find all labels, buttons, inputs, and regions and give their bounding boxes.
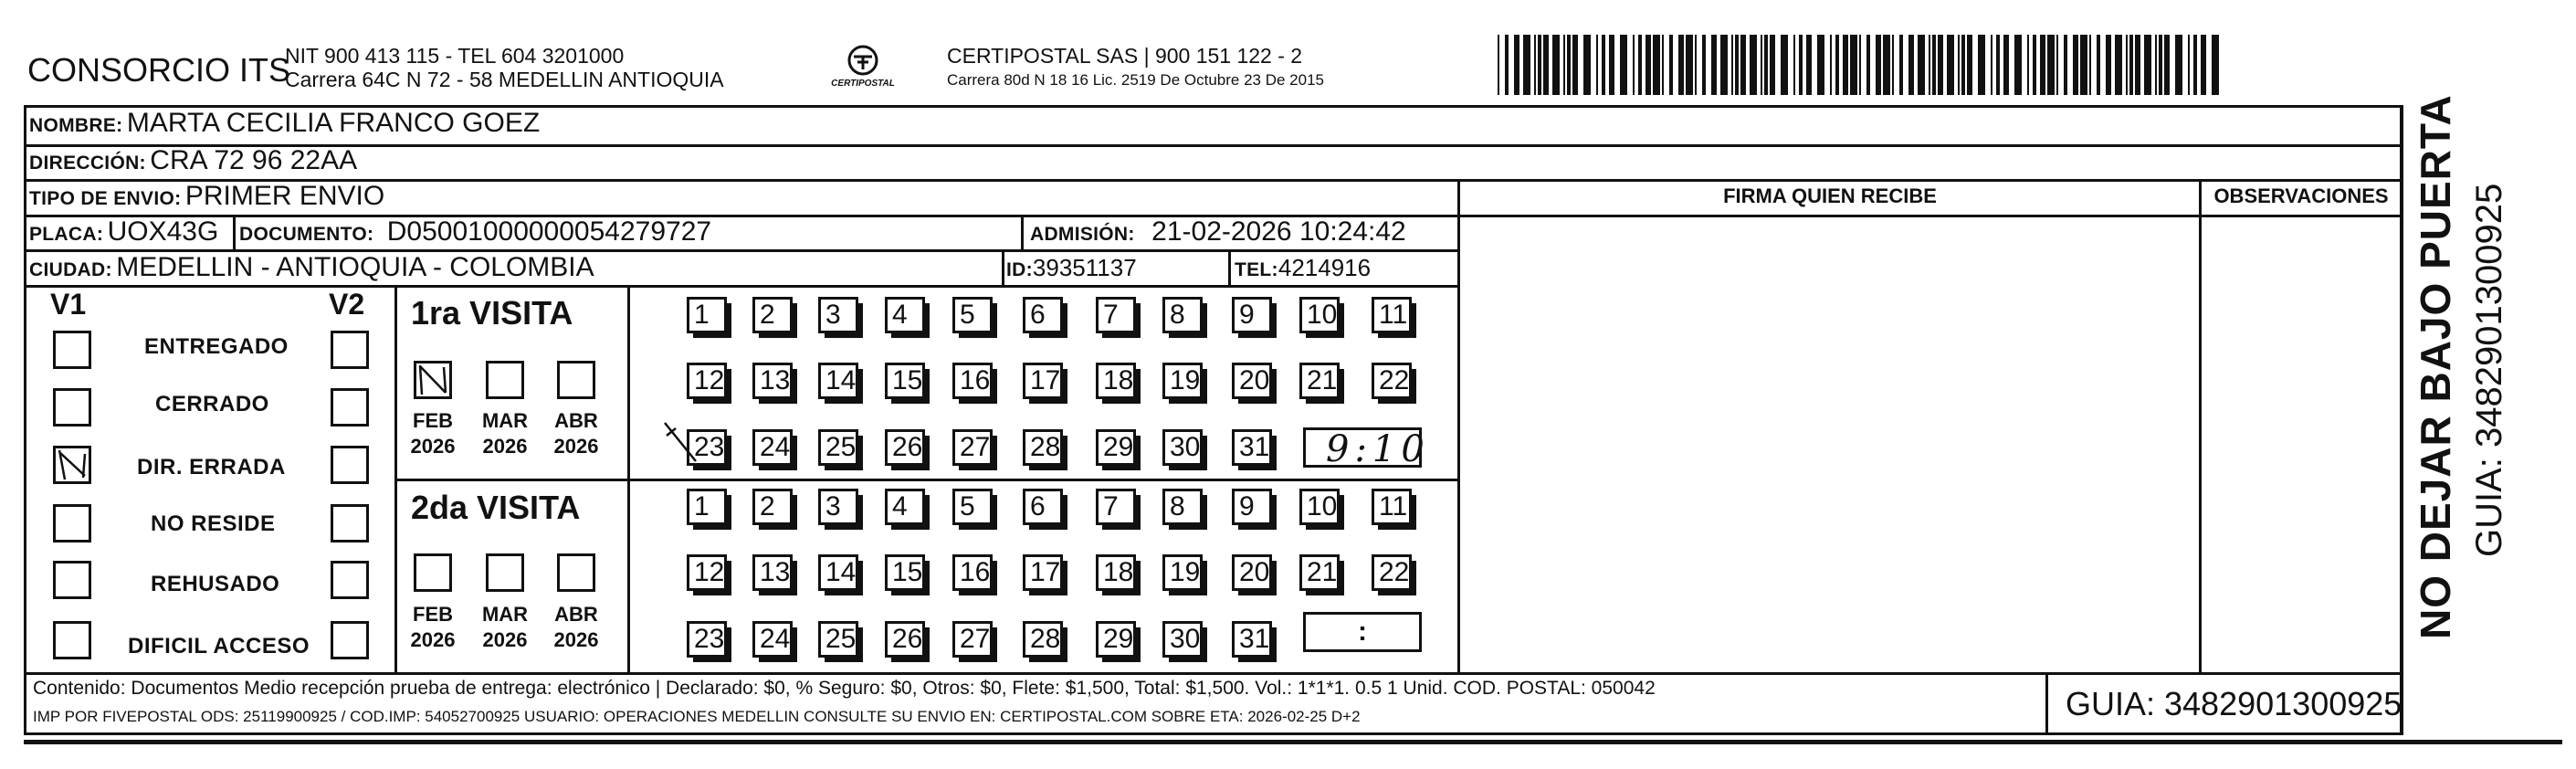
v2-checkbox-rehusado[interactable] [331, 561, 369, 599]
barcode-bar [2064, 35, 2067, 95]
barcode-bar [2129, 35, 2133, 95]
barcode-bar [1908, 35, 1914, 95]
v1-checkbox-cerrado[interactable] [53, 388, 91, 427]
v1-header: V1 [50, 288, 87, 321]
admision-label: ADMISIÓN: [1030, 224, 1135, 245]
firma-header: FIRMA QUIEN RECIBE [1723, 184, 1937, 207]
status-label-entregado: ENTREGADO [144, 334, 289, 359]
visit2-day-23[interactable]: 23 [687, 621, 727, 658]
visit2-day-13[interactable]: 13 [752, 554, 793, 591]
barcode-bar [1967, 35, 1972, 95]
barcode-bar [1958, 35, 1960, 95]
barcode-bar [2175, 35, 2182, 95]
visit2-day-17[interactable]: 17 [1023, 554, 1063, 591]
visit1-day-3[interactable]: 3 [818, 297, 858, 333]
placa-value: UOX43G [107, 216, 219, 247]
barcode-bar [2188, 35, 2190, 95]
barcode-bar [2201, 35, 2206, 95]
visit2-day-1[interactable]: 1 [687, 489, 727, 525]
id-field [1006, 254, 1137, 282]
barcode-bar [1620, 35, 1627, 95]
tipo-row [29, 181, 384, 212]
visit2-day-27[interactable]: 27 [952, 621, 993, 658]
barcode-bar [2080, 35, 2087, 95]
barcode-bar [1669, 35, 1673, 95]
visit1-month-abr-checkbox[interactable] [557, 361, 595, 399]
documento-label: DOCUMENTO: [239, 224, 374, 245]
barcode-bar [1740, 35, 1746, 95]
barcode-bar [2014, 35, 2022, 95]
barcode-bar [2135, 35, 2140, 95]
admision-field [1030, 216, 1406, 248]
visit1-day-20[interactable]: 20 [1232, 363, 1272, 399]
visit1-day-28[interactable]: 28 [1023, 429, 1063, 466]
visit2-day-2[interactable]: 2 [752, 489, 793, 525]
direccion-label: DIRECCIÓN: [29, 153, 146, 174]
ciudad-value: MEDELLIN - ANTIOQUIA - COLOMBIA [116, 252, 594, 282]
barcode-bar [1731, 35, 1733, 95]
barcode-bar [1876, 35, 1881, 95]
v2-checkbox-entregado[interactable] [331, 331, 369, 369]
barcode-bar [1735, 35, 1739, 95]
visit2-time-box[interactable] [1303, 612, 1422, 652]
visit1-day-23-mark [659, 416, 714, 470]
barcode-bar [1850, 35, 1857, 95]
visit1-day-26[interactable]: 26 [885, 429, 925, 466]
placa-label: PLACA: [29, 224, 104, 245]
visit2-month-feb: FEB [413, 603, 453, 626]
visit1-year-mar: 2026 [482, 435, 528, 458]
visit2-day-30[interactable]: 30 [1162, 621, 1203, 658]
barcode-bar [2003, 35, 2009, 95]
direccion-row [29, 145, 357, 176]
visit1-year-feb: 2026 [410, 435, 456, 458]
barcode-bar [1781, 35, 1788, 95]
visit2-day-4[interactable]: 4 [885, 489, 925, 525]
first-visit-title: 1ra VISITA [411, 294, 573, 332]
visit2-day-3[interactable]: 3 [818, 489, 858, 525]
visit2-time-separator: : [1358, 616, 1367, 647]
barcode-bar [1835, 35, 1839, 95]
visit1-day-7[interactable]: 7 [1096, 297, 1136, 333]
barcode-bar [1596, 35, 1598, 95]
visit2-day-14[interactable]: 14 [818, 554, 858, 591]
barcode-bar [1653, 35, 1660, 95]
visit1-day-14[interactable]: 14 [818, 363, 858, 399]
barcode-bar [1633, 35, 1635, 95]
visit2-month-abr: ABR [554, 603, 598, 626]
visit2-day-8[interactable]: 8 [1162, 489, 1203, 525]
tipo-label: TIPO DE ENVIO: [29, 188, 182, 209]
v2-header: V2 [329, 288, 365, 321]
visit2-day-22[interactable]: 22 [1372, 554, 1412, 591]
visit2-day-29[interactable]: 29 [1096, 621, 1136, 658]
side-guia-text: GUIA: 3482901300925 [2469, 183, 2509, 557]
v2-checkbox-dir-errada[interactable] [331, 446, 369, 484]
visit2-day-9[interactable]: 9 [1232, 489, 1272, 525]
visit2-day-26[interactable]: 26 [885, 621, 925, 658]
visit1-day-2[interactable]: 2 [752, 297, 793, 333]
company-address: Carrera 64C N 72 - 58 MEDELLIN ANTIOQUIA [285, 68, 724, 91]
barcode-bar [1961, 35, 1965, 95]
barcode-bar [1938, 35, 1943, 95]
barcode-bar [1645, 35, 1651, 95]
visit2-month-feb-checkbox[interactable] [414, 553, 452, 592]
visit2-year-abr: 2026 [553, 628, 599, 651]
barcode-bar [1883, 35, 1890, 95]
visit1-day-8[interactable]: 8 [1162, 297, 1203, 333]
v2-checkbox-cerrado[interactable] [331, 388, 369, 427]
barcode-bar [1534, 35, 1536, 95]
ciudad-field [29, 252, 594, 283]
visit1-day-4[interactable]: 4 [885, 297, 925, 333]
visit2-day-12[interactable]: 12 [687, 554, 727, 591]
visit1-month-abr: ABR [554, 409, 598, 432]
visit1-day-30[interactable]: 30 [1162, 429, 1203, 466]
visit1-day-5[interactable]: 5 [952, 297, 993, 333]
visit2-month-mar: MAR [481, 603, 529, 626]
visit1-day-12[interactable]: 12 [687, 363, 727, 399]
barcode-bar [1523, 35, 1530, 95]
visit1-day-29[interactable]: 29 [1096, 429, 1136, 466]
ciudad-label: CIUDAD: [29, 259, 112, 280]
visit2-day-24[interactable]: 24 [752, 621, 793, 658]
barcode-bar [1978, 35, 1985, 95]
visit1-month-mar: MAR [481, 409, 529, 432]
barcode-bar [2097, 35, 2100, 95]
barcode-bar [2056, 35, 2058, 95]
barcode-bar [1505, 35, 1509, 95]
barcode-bar [1830, 35, 1832, 95]
barcode-bar [1932, 35, 1936, 95]
visit2-day-19[interactable]: 19 [1162, 554, 1203, 591]
visit1-day-21[interactable]: 21 [1299, 363, 1340, 399]
v2-checkbox-no-reside[interactable] [331, 504, 369, 543]
barcode-bar [1702, 35, 1706, 95]
barcode [1498, 35, 2224, 95]
visit2-year-mar: 2026 [482, 628, 528, 651]
visit2-day-31[interactable]: 31 [1232, 621, 1272, 658]
footer-contenido: Contenido: Documentos Medio recepción prueba de entrega: electrónico | Declarado: $0, % Seguro: $0, Otros: $0, Flete: $1,500, Total: $1,500. Vol.: 1*1*1. 0.5 1 Unid. COD. POSTAL: 050042 [33, 678, 1656, 699]
barcode-bar [1806, 35, 1812, 95]
barcode-bar [1843, 35, 1848, 95]
barcode-bar [1996, 35, 2000, 95]
visit1-day-1[interactable]: 1 [687, 297, 727, 333]
nombre-label: NOMBRE: [29, 115, 123, 136]
barcode-bar [2089, 35, 2091, 95]
side-warning [2411, 94, 2466, 639]
barcode-bar [1514, 35, 1519, 95]
barcode-bar [1695, 35, 1697, 95]
company-name: CONSORCIO ITS [27, 51, 291, 89]
visit1-day-16[interactable]: 16 [952, 363, 993, 399]
barcode-bar [2033, 35, 2036, 95]
visit1-day-15[interactable]: 15 [885, 363, 925, 399]
visit1-day-24[interactable]: 24 [752, 429, 793, 466]
visit1-day-17[interactable]: 17 [1023, 363, 1063, 399]
visit1-month-feb: FEB [413, 409, 453, 432]
visit1-day-9[interactable]: 9 [1232, 297, 1272, 333]
v2-checkbox-dificil-acceso[interactable] [331, 621, 369, 659]
nombre-row [29, 108, 540, 139]
side-guia [2469, 155, 2515, 557]
visit1-day-27[interactable]: 27 [952, 429, 993, 466]
side-warning-text: NO DEJAR BAJO PUERTA [2412, 94, 2459, 639]
barcode-bar [1947, 35, 1954, 95]
barcode-bar [1817, 35, 1824, 95]
certipostal-logo [826, 42, 899, 97]
observaciones-area[interactable] [2203, 215, 2398, 671]
carrier-address: Carrera 80d N 18 16 Lic. 2519 De Octubre 23 De 2015 [947, 71, 1324, 89]
barcode-bar [2040, 35, 2045, 95]
barcode-bar [1602, 35, 1605, 95]
visit2-day-18[interactable]: 18 [1096, 554, 1136, 591]
barcode-bar [1899, 35, 1903, 95]
admision-value: 21-02-2026 10:24:42 [1151, 216, 1406, 247]
barcode-bar [2155, 35, 2157, 95]
tipo-value: PRIMER ENVIO [184, 181, 385, 211]
visit1-day-19[interactable]: 19 [1162, 363, 1203, 399]
barcode-bar [1793, 35, 1795, 95]
footer-imp: IMP POR FIVEPOSTAL ODS: 25119900925 / COD.IMP: 54052700925 USUARIO: OPERACIONES MEDELLIN CONSULTE SU ENVIO EN: CERTIPOSTAL.COM SOBRE ETA: 2026-02-25 D+2 [33, 708, 1361, 725]
visit1-day-31[interactable]: 31 [1232, 429, 1272, 466]
carrier-info: CERTIPOSTAL SAS | 900 151 122 - 2 [947, 44, 1303, 68]
visit1-day-18[interactable]: 18 [1096, 363, 1136, 399]
barcode-bar [1583, 35, 1591, 95]
v1-checkbox-entregado[interactable] [53, 331, 91, 369]
documento-field [239, 216, 711, 248]
barcode-bar [1563, 35, 1565, 95]
visit2-day-15[interactable]: 15 [885, 554, 925, 591]
v1-checkbox-dir-errada[interactable] [53, 446, 91, 484]
status-label-no-reside: NO RESIDE [151, 511, 276, 536]
id-value: 39351137 [1032, 254, 1137, 281]
visit1-month-feb-checkbox[interactable] [414, 361, 452, 399]
company-nit: NIT 900 413 115 - TEL 604 3201000 [285, 44, 625, 68]
visit1-day-22[interactable]: 22 [1372, 363, 1412, 399]
visit1-day-6[interactable]: 6 [1023, 297, 1063, 333]
firma-area[interactable] [1461, 215, 2197, 671]
barcode-bar [1991, 35, 1992, 95]
visit2-day-6[interactable]: 6 [1023, 489, 1063, 525]
visit2-day-25[interactable]: 25 [818, 621, 858, 658]
visit1-day-23[interactable]: 23 [687, 429, 727, 466]
barcode-bar [1543, 35, 1549, 95]
barcode-bar [1498, 35, 1499, 95]
barcode-bar [1711, 35, 1717, 95]
tel-label: TEL: [1235, 259, 1278, 280]
barcode-bar [2027, 35, 2029, 95]
barcode-bar [2126, 35, 2128, 95]
barcode-bar [2073, 35, 2078, 95]
barcode-bar [1538, 35, 1541, 95]
v1-checkbox-no-reside[interactable] [53, 504, 91, 543]
barcode-bar [1552, 35, 1560, 95]
barcode-bar [1572, 35, 1578, 95]
visit2-day-7[interactable]: 7 [1096, 489, 1136, 525]
barcode-bar [2115, 35, 2122, 95]
visit1-month-mar-checkbox[interactable] [486, 361, 524, 399]
visit1-time-box[interactable] [1303, 427, 1430, 470]
barcode-bar [1750, 35, 1757, 95]
barcode-bar [1799, 35, 1803, 95]
visit1-year-abr: 2026 [553, 435, 599, 458]
v1-checkbox-rehusado[interactable] [53, 561, 91, 599]
barcode-bar [1761, 35, 1762, 95]
barcode-bar [1770, 35, 1775, 95]
barcode-bar [1918, 35, 1925, 95]
barcode-bar [1929, 35, 1930, 95]
barcode-bar [1892, 35, 1894, 95]
tel-value: 4214916 [1277, 254, 1372, 281]
barcode-bar [2212, 35, 2219, 95]
visit2-day-16[interactable]: 16 [952, 554, 993, 591]
documento-value: D05001000000054279727 [386, 216, 712, 247]
barcode-bar [1609, 35, 1614, 95]
visit2-year-feb: 2026 [410, 628, 456, 651]
barcode-bar [1866, 35, 1870, 95]
status-label-rehusado: REHUSADO [151, 572, 280, 596]
logo-text: CERTIPOSTAL [831, 79, 895, 89]
barcode-bar [2164, 35, 2170, 95]
barcode-bar [1686, 35, 1693, 95]
barcode-bar [2193, 35, 2197, 95]
visit2-day-28[interactable]: 28 [1023, 621, 1063, 658]
barcode-bar [2144, 35, 2151, 95]
barcode-bar [2047, 35, 2055, 95]
barcode-bar [1678, 35, 1684, 95]
visit1-day-13[interactable]: 13 [752, 363, 793, 399]
status-label-dir-errada: DIR. ERRADA [137, 455, 286, 479]
visit1-day-25[interactable]: 25 [818, 429, 858, 466]
visit2-day-11[interactable]: 11 [1372, 489, 1412, 525]
barcode-bar [1859, 35, 1861, 95]
barcode-bar [2106, 35, 2111, 95]
tel-field [1235, 254, 1371, 282]
barcode-bar [1764, 35, 1768, 95]
visit1-time-handwritten: 9:10 [1326, 428, 1430, 470]
barcode-bar [1567, 35, 1571, 95]
barcode-bar [1662, 35, 1664, 95]
visit2-day-10[interactable]: 10 [1299, 489, 1340, 525]
footer-guia: GUIA: 3482901300925 [2066, 685, 2403, 722]
observaciones-header: OBSERVACIONES [2213, 184, 2389, 207]
visit1-day-11[interactable]: 11 [1372, 297, 1412, 333]
visit1-day-10[interactable]: 10 [1299, 297, 1340, 333]
id-label: ID: [1006, 259, 1033, 280]
visit2-month-abr-checkbox[interactable] [557, 553, 595, 592]
visit2-day-5[interactable]: 5 [952, 489, 993, 525]
second-visit-title: 2da VISITA [411, 489, 581, 526]
barcode-bar [1638, 35, 1642, 95]
status-label-cerrado: CERRADO [155, 392, 269, 416]
visit2-day-21[interactable]: 21 [1299, 554, 1340, 591]
v1-checkbox-dificil-acceso[interactable] [53, 621, 91, 659]
visit2-month-mar-checkbox[interactable] [486, 553, 524, 592]
placa-field [29, 216, 218, 248]
status-label-dificil-acceso: DIFICIL ACCESO [128, 634, 310, 658]
barcode-bar [1720, 35, 1728, 95]
direccion-value: CRA 72 96 22AA [150, 145, 358, 175]
visit2-day-20[interactable]: 20 [1232, 554, 1272, 591]
barcode-bar [2159, 35, 2162, 95]
nombre-value: MARTA CECILIA FRANCO GOEZ [126, 108, 541, 138]
